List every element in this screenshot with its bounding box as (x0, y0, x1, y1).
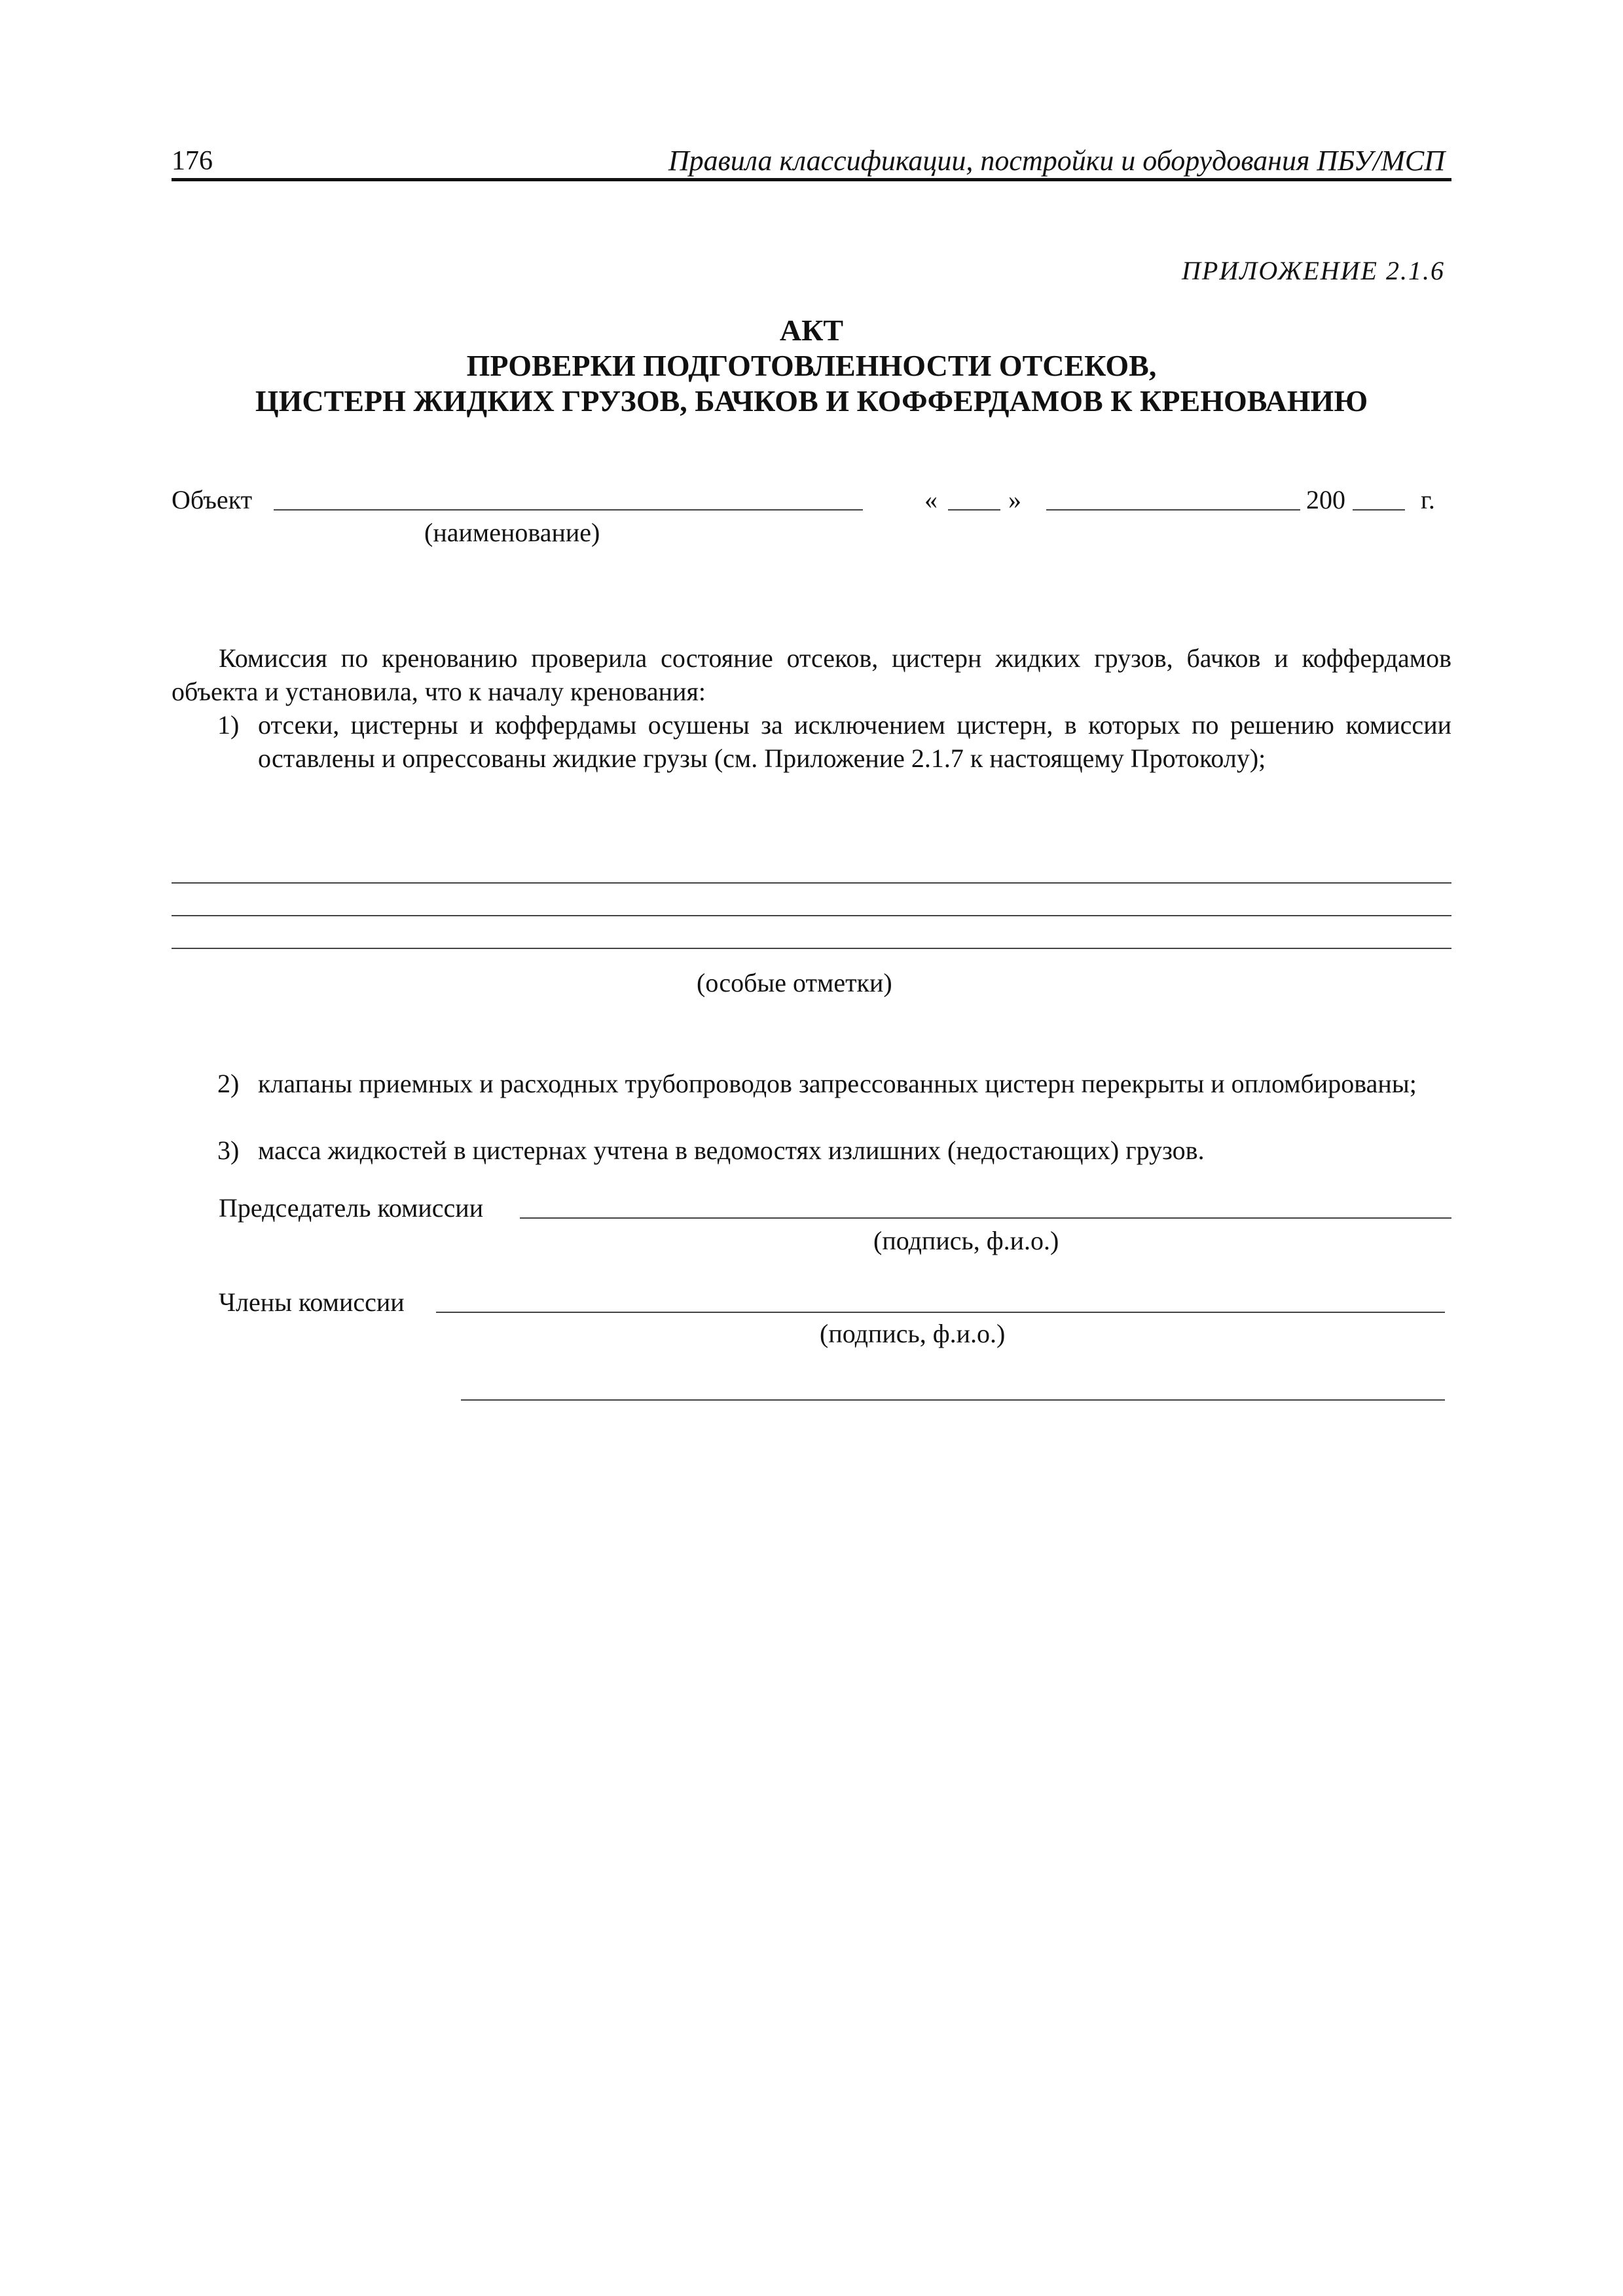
page-number: 176 (172, 146, 213, 176)
notes-caption: (особые отметки) (697, 968, 892, 997)
object-name-caption: (наименование) (424, 518, 600, 547)
notes-line-2[interactable] (172, 915, 1451, 916)
date-day-field[interactable] (948, 509, 1000, 511)
members-signature-field[interactable] (436, 1312, 1445, 1313)
date-quote-open: « (924, 485, 938, 514)
members-caption: (подпись, ф.и.о.) (820, 1319, 1006, 1348)
date-year-field[interactable] (1353, 509, 1405, 511)
intro-paragraph: Комиссия по кренованию проверила состояние отсеков, цистерн жидких грузов, бачков и коффердамов объекта и установила, что к началу кренования: (172, 643, 1451, 706)
notes-line-1[interactable] (172, 882, 1451, 884)
year-prefix: 200 (1306, 485, 1345, 514)
list-item-number: 1) (217, 710, 240, 740)
list-item (217, 708, 1451, 775)
document-title-line-1: АКТ (779, 314, 844, 347)
list-item (217, 1134, 1451, 1167)
notes-line-3[interactable] (172, 948, 1451, 949)
object-label: Объект (172, 485, 253, 514)
chairman-caption: (подпись, ф.и.о.) (873, 1226, 1059, 1255)
list-item-text: отсеки, цистерны и коффердамы осушены за исключением цистерн, в которых по решению комиссии оставлены и опрессованы жидкие грузы (см. Приложение 2.1.7 к настоящему Протоколу); (258, 710, 1451, 773)
year-suffix: г. (1421, 485, 1435, 514)
members-signature-field-2[interactable] (461, 1399, 1445, 1401)
object-name-field[interactable] (274, 509, 863, 511)
document-title-line-3: ЦИСТЕРН ЖИДКИХ ГРУЗОВ, БАЧКОВ И КОФФЕРДАМОВ К КРЕНОВАНИЮ (255, 384, 1368, 418)
chairman-signature-field[interactable] (520, 1217, 1451, 1219)
list-item-text: клапаны приемных и расходных трубопроводов запрессованных цистерн перекрыты и опломбированы; (258, 1069, 1417, 1098)
date-month-field[interactable] (1046, 509, 1300, 511)
chairman-label: Председатель комиссии (219, 1193, 484, 1223)
list-item-number: 3) (217, 1136, 240, 1165)
list-item-text: масса жидкостей в цистернах учтена в ведомостях излишних (недостающих) грузов. (258, 1136, 1205, 1165)
appendix-label: ПРИЛОЖЕНИЕ 2.1.6 (1182, 256, 1445, 285)
members-label: Члены комиссии (219, 1287, 405, 1317)
list-item (217, 1067, 1451, 1100)
date-quote-close: » (1008, 485, 1021, 514)
running-title: Правила классификации, постройки и оборудования ПБУ/МСП (668, 145, 1445, 177)
document-title-line-2: ПРОВЕРКИ ПОДГОТОВЛЕННОСТИ ОТСЕКОВ, (466, 349, 1157, 382)
list-item-number: 2) (217, 1069, 240, 1098)
header-rule (172, 178, 1451, 181)
